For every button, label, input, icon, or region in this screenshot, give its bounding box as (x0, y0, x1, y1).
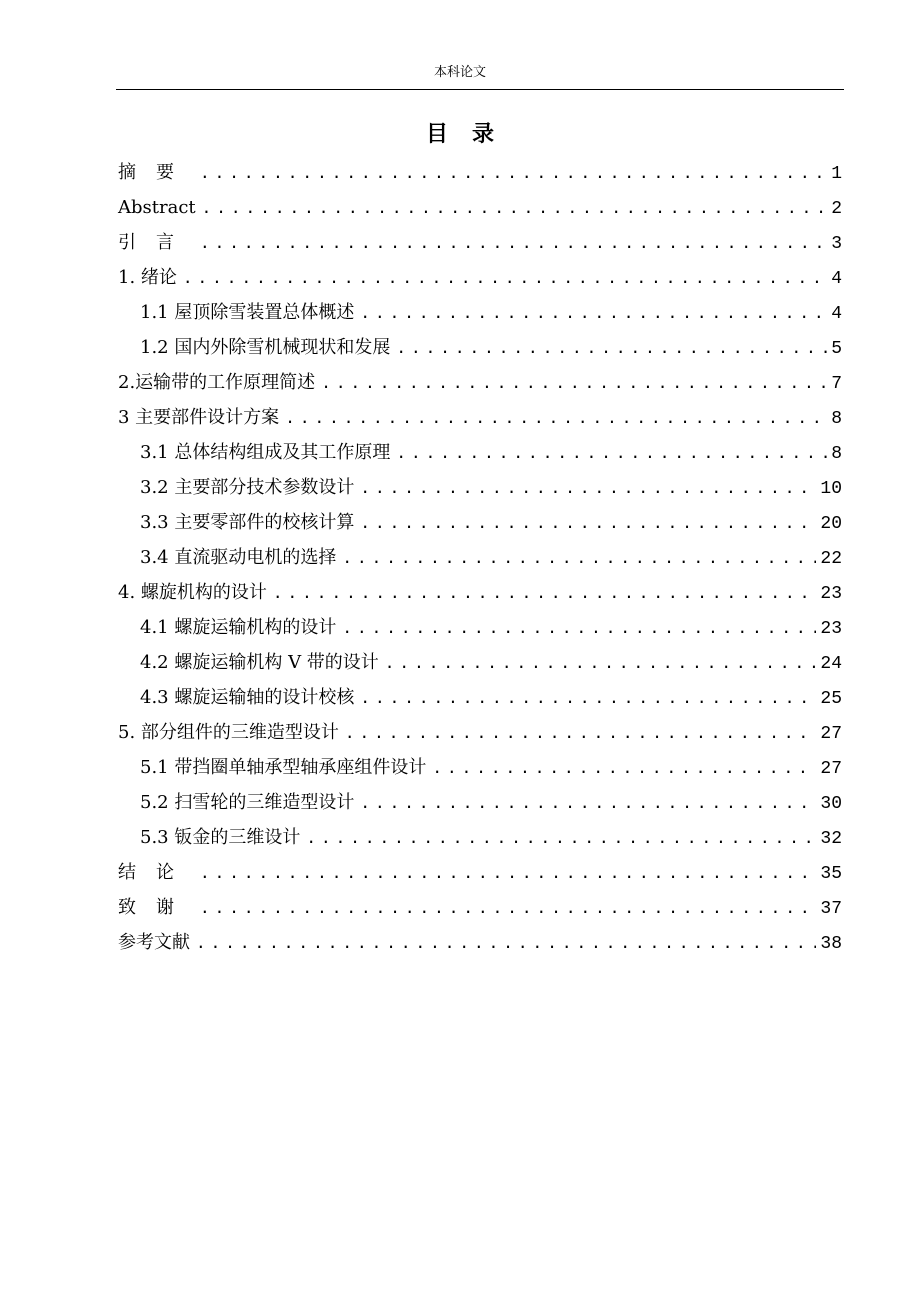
toc-entry-title: 2.运输带的工作原理简述 (118, 372, 316, 393)
dot-leader (345, 715, 816, 750)
toc-entry[interactable] (118, 225, 842, 260)
toc-entry-title: 结论 (118, 862, 194, 883)
toc-entry-title: 参考文献 (118, 932, 190, 953)
dot-leader (432, 750, 816, 785)
dot-leader (342, 610, 816, 645)
toc-entry-title: 4.1 螺旋运输机构的设计 (140, 617, 337, 638)
toc-entry-title: 4.2 螺旋运输机构 V 带的设计 (140, 652, 379, 673)
toc-entry-page-number: 30 (820, 794, 842, 814)
toc-entry-title: 3.4 直流驱动电机的选择 (140, 547, 337, 568)
toc-entry[interactable] (118, 435, 842, 470)
toc-entry-page-number: 10 (820, 479, 842, 499)
toc-entry[interactable] (118, 820, 842, 855)
toc-entry-title: 5.3 钣金的三维设计 (140, 827, 301, 848)
toc-entry-title: 4. 螺旋机构的设计 (118, 582, 267, 603)
dot-leader (285, 400, 827, 435)
toc-entry-title: 1. 绪论 (118, 267, 177, 288)
toc-title: 目录 (425, 121, 518, 147)
dot-leader (342, 540, 816, 575)
toc-entry-page-number: 37 (820, 899, 842, 919)
dot-leader (200, 890, 816, 925)
toc-entry-page-number: 23 (820, 584, 842, 604)
dot-leader (202, 190, 828, 225)
toc-entry-title: 3 主要部件设计方案 (118, 407, 280, 428)
toc-entry-title: 5. 部分组件的三维造型设计 (118, 722, 339, 743)
toc-entry[interactable] (118, 155, 842, 190)
running-header: 本科论文 (433, 65, 486, 80)
toc-entry-title: 4.3 螺旋运输轴的设计校核 (140, 687, 355, 708)
toc-entry-page-number: 24 (820, 654, 842, 674)
toc-entry[interactable] (118, 365, 842, 400)
toc-entry-page-number: 8 (831, 444, 842, 464)
toc-entry[interactable] (118, 785, 842, 820)
toc-entry-title: 5.2 扫雪轮的三维造型设计 (140, 792, 355, 813)
toc-entry-title: 摘要 (118, 162, 194, 183)
dot-leader (200, 225, 827, 260)
dot-leader (273, 575, 816, 610)
toc-entry-page-number: 25 (820, 689, 842, 709)
toc-entry[interactable] (118, 260, 842, 295)
toc-entry-page-number: 3 (831, 234, 842, 254)
toc-entry-page-number: 32 (820, 829, 842, 849)
dot-leader (306, 820, 816, 855)
toc-entry[interactable] (118, 750, 842, 785)
toc-entry-page-number: 7 (831, 374, 842, 394)
dot-leader (321, 365, 827, 400)
toc-entry-page-number: 27 (820, 724, 842, 744)
toc-entry-page-number: 38 (820, 934, 842, 954)
toc-entry[interactable] (118, 855, 842, 890)
table-of-contents (118, 155, 842, 960)
toc-entry-title: 1.1 屋顶除雪装置总体概述 (140, 302, 355, 323)
dot-leader (360, 470, 816, 505)
toc-entry-page-number: 22 (820, 549, 842, 569)
toc-entry[interactable] (118, 610, 842, 645)
dot-leader (396, 435, 827, 470)
dot-leader (200, 855, 816, 890)
toc-entry-title: 引言 (118, 232, 194, 253)
dot-leader (360, 680, 816, 715)
toc-entry-page-number: 4 (831, 269, 842, 289)
dot-leader (360, 785, 816, 820)
toc-entry[interactable] (118, 330, 842, 365)
toc-entry-page-number: 23 (820, 619, 842, 639)
toc-entry-title: Abstract (118, 197, 196, 218)
toc-entry-page-number: 27 (820, 759, 842, 779)
toc-entry-page-number: 1 (831, 164, 842, 184)
toc-entry-title: 3.1 总体结构组成及其工作原理 (140, 442, 391, 463)
toc-entry[interactable] (118, 505, 842, 540)
toc-entry[interactable] (118, 295, 842, 330)
toc-entry-title: 5.1 带挡圈单轴承型轴承座组件设计 (140, 757, 427, 778)
toc-entry[interactable] (118, 680, 842, 715)
toc-entry-page-number: 5 (831, 339, 842, 359)
dot-leader (396, 330, 827, 365)
toc-entry-title: 致谢 (118, 897, 194, 918)
toc-entry[interactable] (118, 575, 842, 610)
toc-entry[interactable] (118, 715, 842, 750)
dot-leader (200, 155, 827, 190)
dot-leader (385, 645, 817, 680)
toc-entry[interactable] (118, 925, 842, 960)
header-rule (116, 89, 844, 90)
toc-entry-page-number: 35 (820, 864, 842, 884)
dot-leader (360, 295, 827, 330)
toc-entry-page-number: 2 (831, 199, 842, 219)
toc-entry-title: 1.2 国内外除雪机械现状和发展 (140, 337, 391, 358)
toc-entry[interactable] (118, 890, 842, 925)
dot-leader (196, 925, 816, 960)
toc-entry[interactable] (118, 540, 842, 575)
dot-leader (183, 260, 827, 295)
toc-entry-title: 3.2 主要部分技术参数设计 (140, 477, 355, 498)
toc-entry-page-number: 8 (831, 409, 842, 429)
toc-entry-title: 3.3 主要零部件的校核计算 (140, 512, 355, 533)
toc-entry[interactable] (118, 400, 842, 435)
toc-entry[interactable] (118, 645, 842, 680)
toc-entry-page-number: 20 (820, 514, 842, 534)
dot-leader (360, 505, 816, 540)
toc-entry-page-number: 4 (831, 304, 842, 324)
toc-entry[interactable] (118, 470, 842, 505)
toc-entry[interactable] (118, 190, 842, 225)
